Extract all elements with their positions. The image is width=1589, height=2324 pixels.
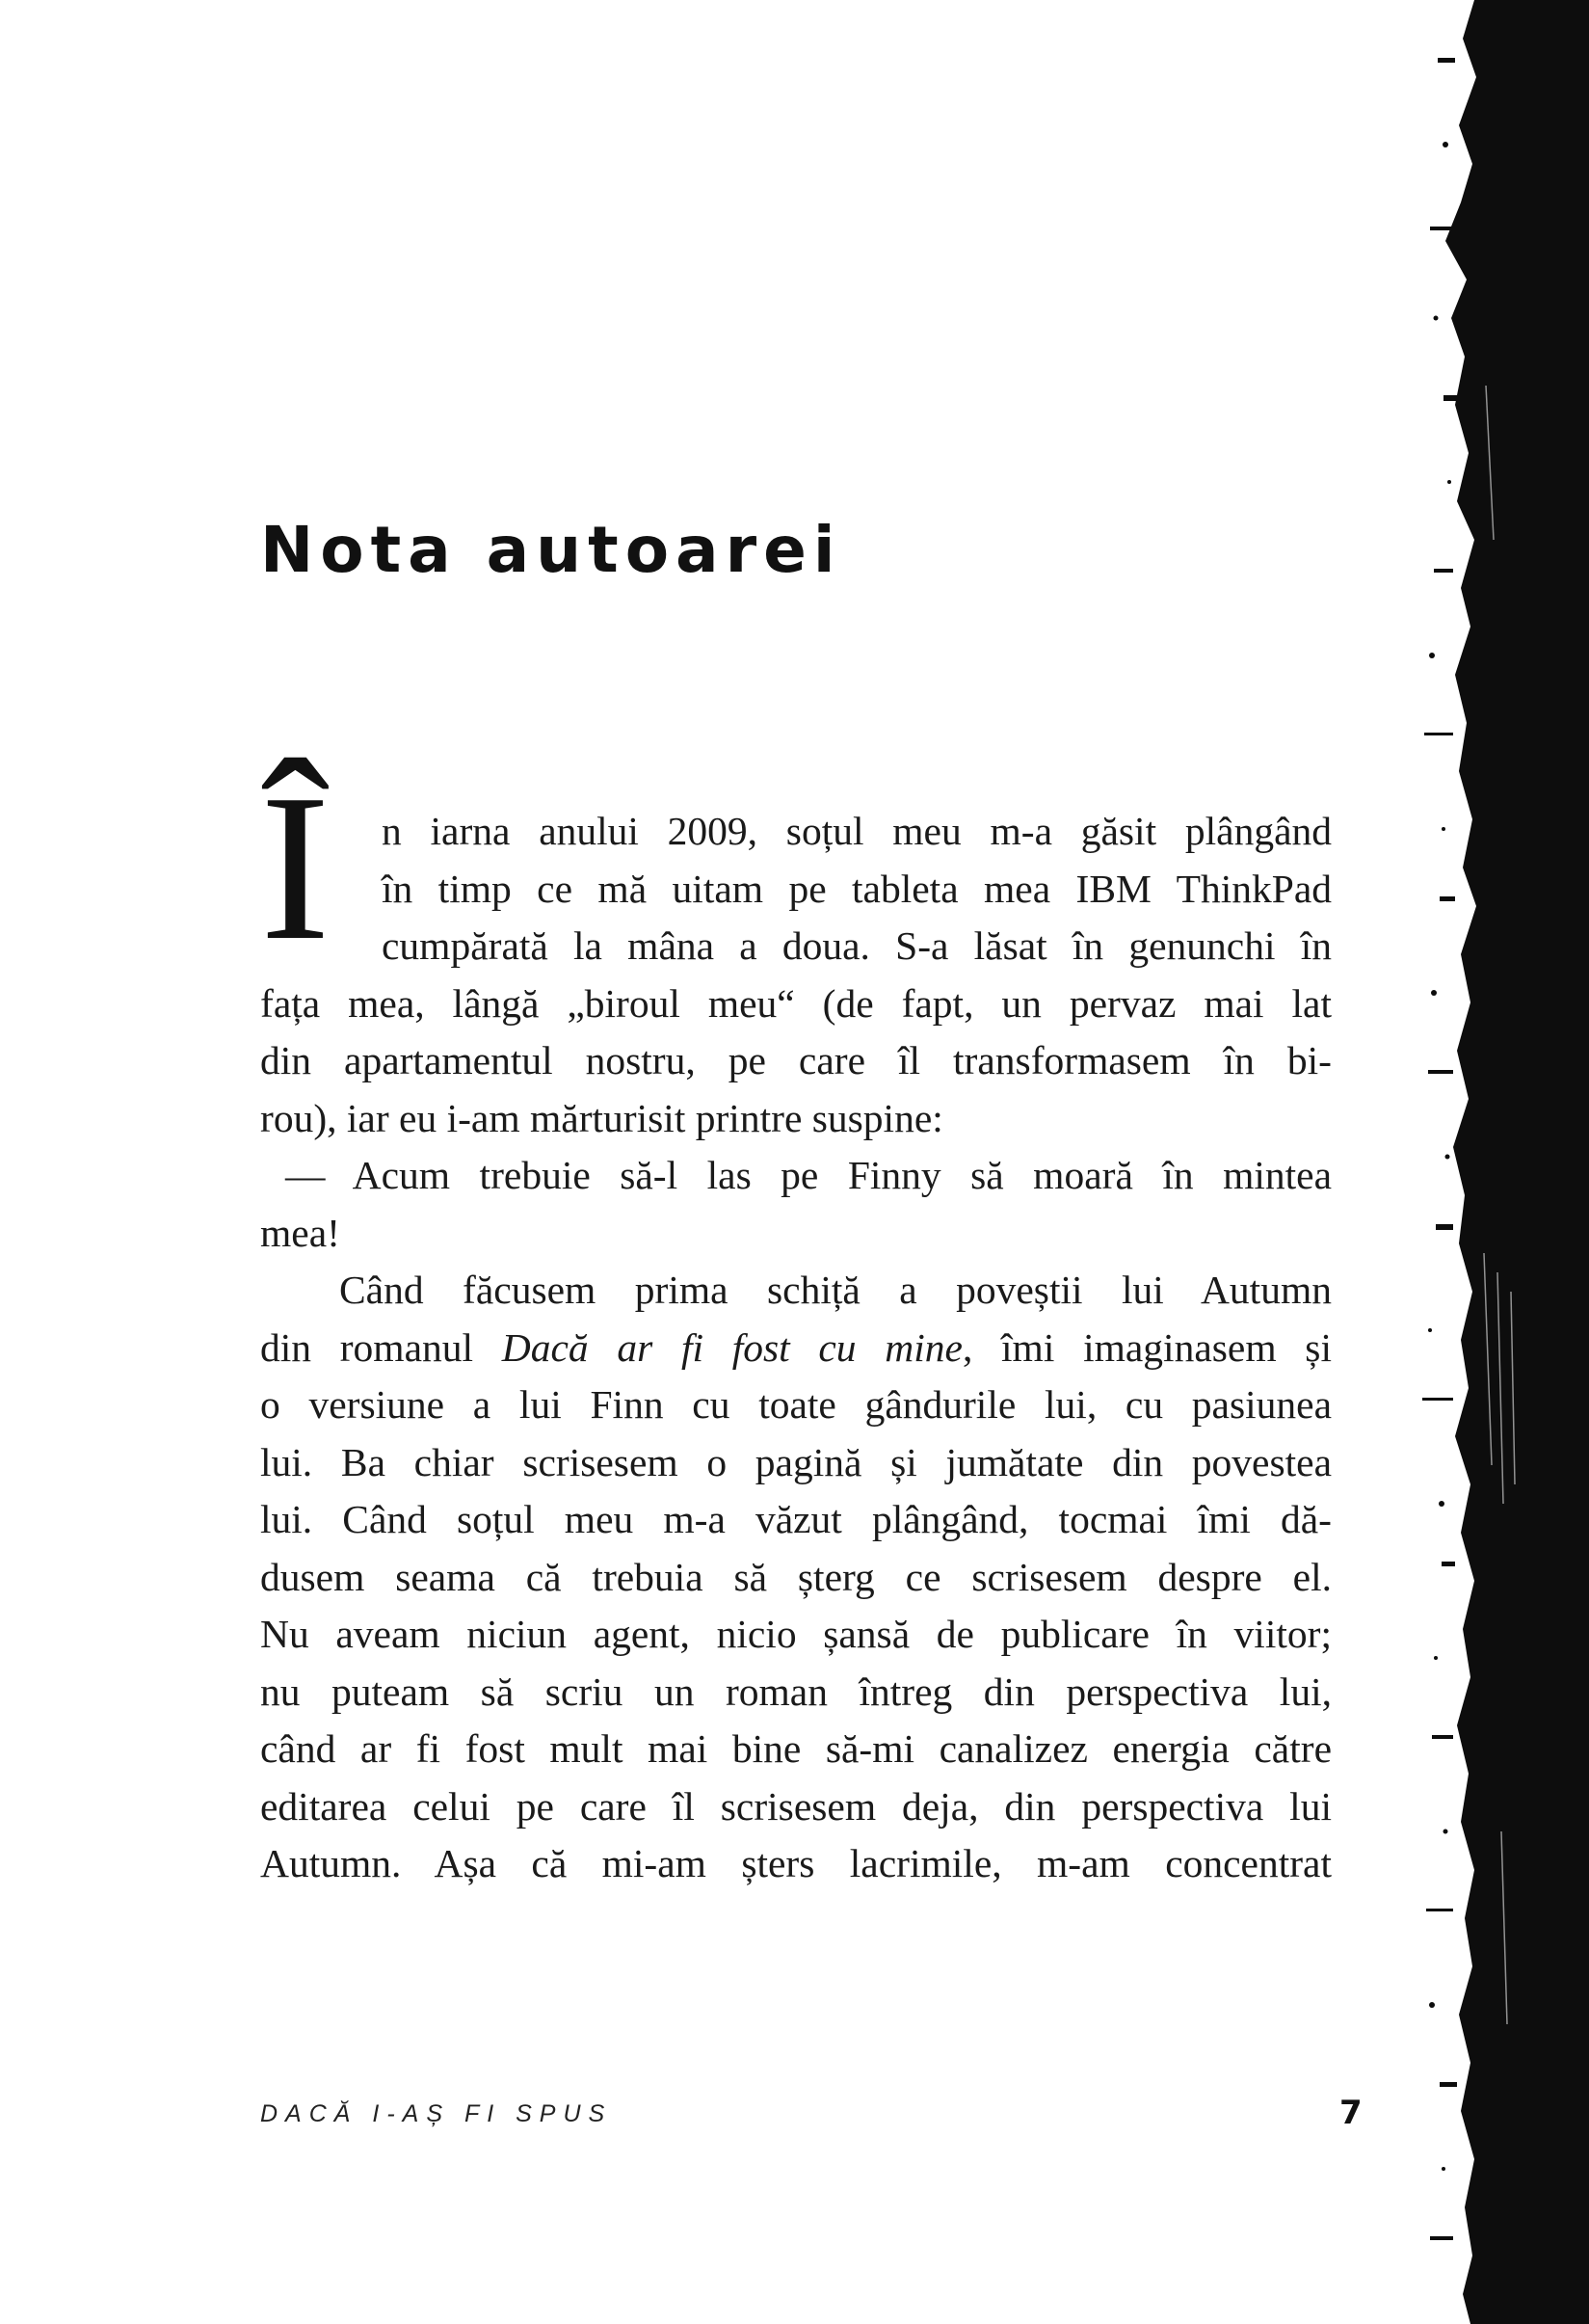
text-line: — Acum trebuie să-l las pe Finny să moară în mintea (285, 1153, 1332, 1197)
text-line: în timp ce mă uitam pe tableta mea IBM ThinkPad (382, 866, 1332, 911)
text-line-with-italic (260, 1320, 1332, 1377)
text-line: fața mea, lângă „biroul meu“ (de fapt, un pervaz mai lat (260, 980, 1332, 1026)
text-line: dusem seama că trebuia să șterg ce scrisesem despre el. (260, 1554, 1332, 1599)
text-line: cumpărată la mâna a doua. S-a lăsat în genunchi în (382, 923, 1332, 968)
page-number: 7 (1339, 2094, 1363, 2132)
text-segment: , îmi imaginasem și (962, 1324, 1332, 1370)
drop-cap: Î (260, 752, 331, 984)
page-title: Nota autoarei (260, 513, 842, 587)
text-line: Nu aveam niciun agent, nicio șansă de publicare în viitor; (260, 1612, 1332, 1656)
text-line: mea! (260, 1210, 340, 1255)
text-line: o versiune a lui Finn cu toate gândurile lui, cu pasiunea (260, 1382, 1332, 1427)
body-text (260, 803, 1332, 1893)
text-line: lui. Ba chiar scrisesem o pagină și jumătate din povestea (260, 1439, 1332, 1484)
ink-brush-edge (1417, 0, 1589, 2324)
text-segment: din romanul (260, 1324, 502, 1370)
book-title-italic: Dacă ar fi fost cu mine (501, 1324, 963, 1370)
running-footer-title: DACĂ I-AȘ FI SPUS (260, 2100, 613, 2127)
text-line: din apartamentul nostru, pe care îl transformasem în bi- (260, 1038, 1332, 1082)
text-line: Autumn. Așa că mi-am șters lacrimile, m-am concentrat (260, 1841, 1332, 1885)
text-line: nu puteam să scriu un roman întreg din perspectiva lui, (260, 1669, 1332, 1714)
text-line: editarea celui pe care îl scrisesem deja, din perspectiva lui (260, 1783, 1332, 1829)
text-line: când ar fi fost mult mai bine să-mi canalizez energia către (260, 1726, 1332, 1771)
text-line: Când făcusem prima schiță a poveștii lui Autumn (339, 1268, 1332, 1312)
text-line: n iarna anului 2009, soțul meu m-a găsit plângând (382, 809, 1332, 853)
text-line: rou), iar eu i-am mărturisit printre suspine: (260, 1095, 943, 1140)
text-line: lui. Când soțul meu m-a văzut plângând, tocmai îmi dă- (260, 1497, 1332, 1541)
